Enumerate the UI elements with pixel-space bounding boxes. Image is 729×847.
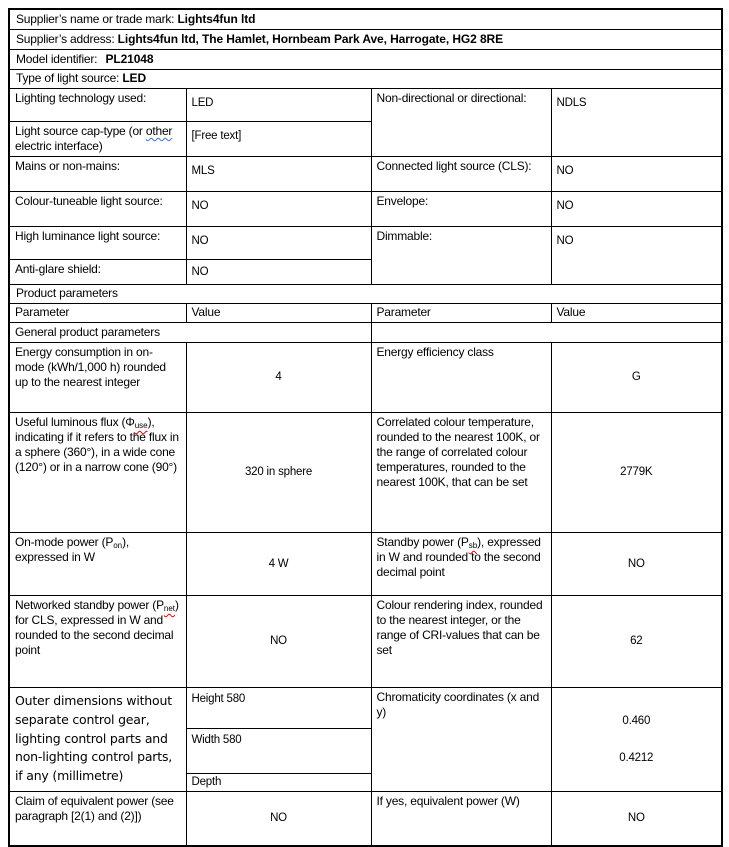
supplier-name-row — [9, 9, 722, 30]
model-identifier-value: PL21048 — [105, 52, 154, 66]
supplier-address-row — [9, 30, 722, 50]
networked-standby-label-cell: Networked standby power $(P_{net})$ for CLS, expressed in W and rounded to the second decimal point — [9, 596, 186, 688]
cls-label: Connected light source (CLS): — [376, 159, 532, 173]
chromaticity-x-value: 0.460 — [622, 715, 651, 728]
column-header-parameter-1: Parameter — [9, 304, 186, 323]
light-source-type-label: Type of light source: — [16, 71, 123, 85]
mains-label: Mains or non-mains: — [15, 159, 120, 173]
dimmable-value: NO — [556, 235, 574, 247]
light-source-type-value: LED — [122, 71, 147, 85]
supplier-name-label: Supplier’s name or trade mark: — [16, 12, 178, 26]
equivalent-power-claim-label-cell: Claim of equivalent power (see paragraph [2(1) and (2)]) — [9, 792, 186, 846]
chromaticity-value-cell — [551, 688, 722, 792]
on-mode-power-value-cell: 4 W — [186, 533, 371, 596]
lighting-technology-label: Lighting technology used: — [15, 91, 147, 105]
cri-value-cell: 62 — [551, 596, 722, 688]
high-luminance-value: NO — [191, 235, 209, 247]
high-luminance-value-cell — [186, 227, 371, 260]
lighting-technology-label-cell — [9, 89, 186, 122]
chromaticity-y-value: 0.4212 — [619, 751, 654, 764]
energy-consumption-value-cell: 4 — [186, 343, 371, 413]
colour-tuneable-label: Colour-tuneable light source: — [15, 194, 163, 208]
directionality-value-cell — [551, 89, 722, 157]
lighting-technology-value: LED — [191, 97, 214, 109]
efficiency-class-label-cell: Energy efficiency class — [371, 343, 551, 413]
supplier-address-label: Supplier’s address: — [16, 32, 118, 46]
supplier-address-value: Lights4fun ltd, The Hamlet, Hornbeam Park Ave, Harrogate, HG2 8RE — [117, 32, 503, 46]
product-parameters-section-row — [9, 285, 722, 304]
networked-standby-value-cell: NO — [186, 596, 371, 688]
outer-dimensions-height-cell: Height 580 — [186, 688, 371, 729]
anti-glare-label-cell — [9, 260, 186, 285]
luminous-flux-label-cell: Useful luminous flux $(\Phi_{use})$, indicating if it refers to the flux in a sphere (360°), in a wide cone (120°) or in a narrow cone (90°) — [9, 413, 186, 533]
column-header-value-1: Value — [186, 304, 371, 323]
cls-label-cell — [371, 157, 551, 192]
cap-type-value-cell — [186, 122, 371, 157]
envelope-value: NO — [556, 200, 574, 212]
cap-type-label-pre: Light source cap-type (or — [15, 124, 146, 138]
column-header-value-2: Value — [551, 304, 722, 323]
column-header-parameter-2: Parameter — [371, 304, 551, 323]
luminous-flux-subscript: use — [134, 421, 148, 430]
supplier-name-value: Lights4fun ltd — [177, 12, 256, 26]
product-information-sheet — [8, 8, 723, 847]
mains-label-cell — [9, 157, 186, 192]
cap-type-label-underlined-word: other — [145, 124, 173, 138]
standby-power-label-cell: Standby power $(P_{sb})$, expressed in W and rounded to the second decimal point — [371, 533, 551, 596]
efficiency-class-value-cell: G — [551, 343, 722, 413]
product-parameters-section-title: Product parameters — [16, 286, 118, 300]
cct-label-cell: Correlated colour temperature, rounded to the nearest 100K, or the range of correlated colour temperatures, rounded to the nearest 100K, that can be set — [371, 413, 551, 533]
outer-dimensions-label-cell: Outer dimensions without separate control gear, lighting control parts and non-lighting control parts, if any (millimetre) — [9, 688, 186, 792]
anti-glare-label: Anti-glare shield: — [15, 262, 101, 276]
general-product-parameters-row — [9, 323, 371, 343]
outer-dimensions-width-cell: Width 580 — [186, 729, 371, 774]
dimmable-label-cell — [371, 227, 551, 285]
envelope-value-cell — [551, 192, 722, 227]
energy-consumption-label-cell: Energy consumption in on-mode (kWh/1,000 h) rounded up to the nearest integer — [9, 343, 186, 413]
colour-tuneable-label-cell — [9, 192, 186, 227]
light-source-type-row — [9, 70, 722, 89]
product-info-table — [8, 8, 723, 847]
cls-value: NO — [556, 165, 574, 177]
chromaticity-label-cell: Chromaticity coordinates (x and y) — [371, 688, 551, 792]
high-luminance-label-cell — [9, 227, 186, 260]
directionality-label: Non-directional or directional: — [376, 91, 527, 105]
dimmable-label: Dimmable: — [376, 229, 433, 243]
equivalent-power-value-cell: NO — [551, 792, 722, 846]
colour-tuneable-value-cell — [186, 192, 371, 227]
directionality-label-cell — [371, 89, 551, 157]
cri-label-cell: Colour rendering index, rounded to the nearest integer, or the range of CRI-values that can be set — [371, 596, 551, 688]
on-mode-power-subscript: on — [113, 541, 123, 550]
anti-glare-value-cell — [186, 260, 371, 285]
envelope-label: Envelope: — [376, 194, 429, 208]
directionality-value: NDLS — [556, 97, 587, 109]
equivalent-power-claim-value-cell: NO — [186, 792, 371, 846]
cls-value-cell — [551, 157, 722, 192]
cap-type-label-cell — [9, 122, 186, 157]
cct-value-cell: 2779K — [551, 413, 722, 533]
model-identifier-row — [9, 50, 722, 70]
anti-glare-value: NO — [191, 266, 209, 278]
luminous-flux-value-cell: 320 in sphere — [186, 413, 371, 533]
model-identifier-label: Model identifier: — [16, 52, 101, 66]
equivalent-power-label-cell: If yes, equivalent power (W) — [371, 792, 551, 846]
standby-power-value-cell: NO — [551, 533, 722, 596]
cap-type-value: [Free text] — [191, 130, 242, 142]
outer-dimensions-depth-cell: Depth — [186, 774, 371, 792]
networked-standby-subscript: net — [163, 604, 175, 613]
mains-value: MLS — [191, 165, 215, 177]
dimmable-value-cell — [551, 227, 722, 285]
mains-value-cell — [186, 157, 371, 192]
cap-type-label-post: electric interface) — [15, 139, 103, 153]
standby-power-subscript: sb — [468, 541, 478, 550]
lighting-technology-value-cell — [186, 89, 371, 122]
envelope-label-cell — [371, 192, 551, 227]
general-product-parameters-empty-cell — [371, 323, 722, 343]
on-mode-power-label-cell: On-mode power $(P_{on})$, expressed in W — [9, 533, 186, 596]
colour-tuneable-value: NO — [191, 200, 209, 212]
high-luminance-label: High luminance light source: — [15, 229, 161, 243]
general-product-parameters-title: General product parameters — [15, 325, 160, 339]
